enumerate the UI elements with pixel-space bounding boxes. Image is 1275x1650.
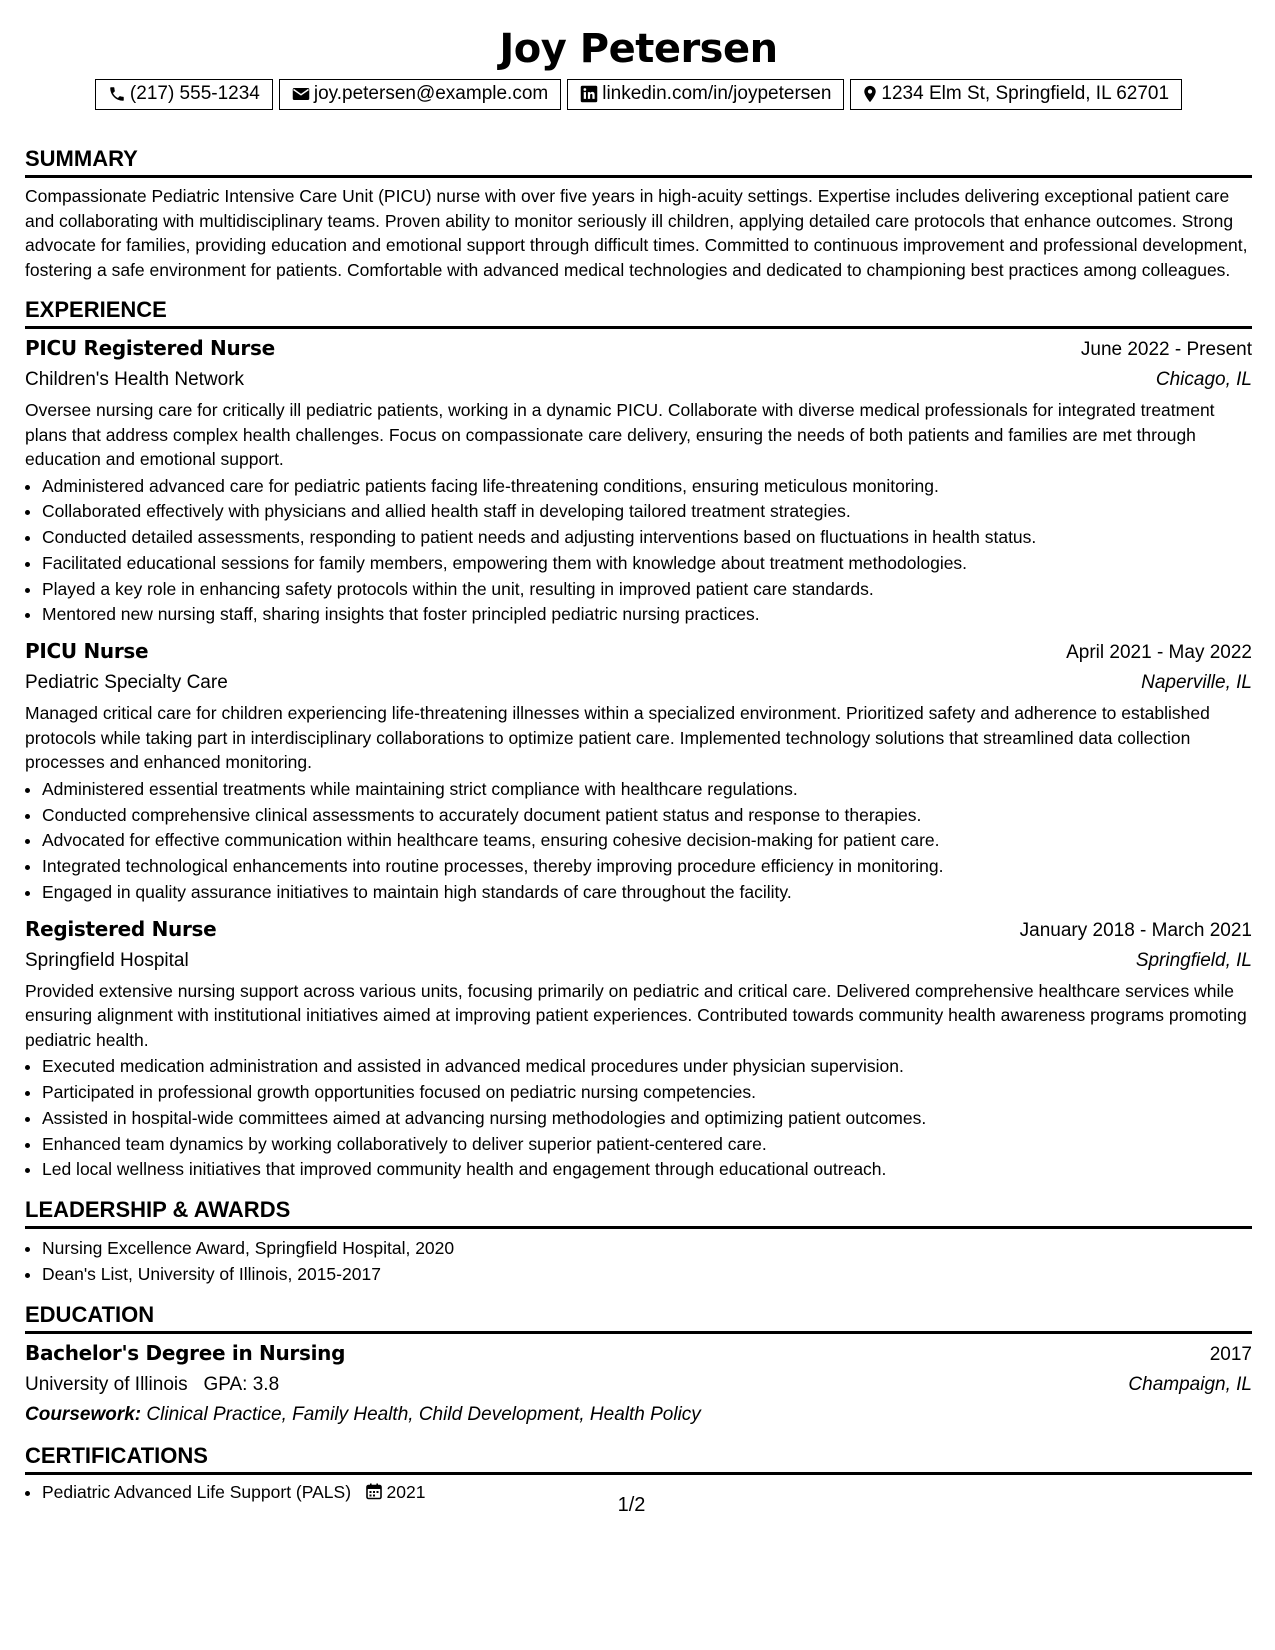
list-item: • Conducted detailed assessments, responding to patient needs and adjusting interventions based on fluctuations in health status. xyxy=(42,525,1252,551)
contact-phone[interactable] xyxy=(95,79,273,110)
degree: Bachelor's Degree in Nursing xyxy=(25,1340,346,1365)
contact-address xyxy=(850,79,1182,110)
education-section xyxy=(25,1302,1252,1429)
awards-section xyxy=(25,1197,1252,1288)
list-item: • Conducted comprehensive clinical assessments to accurately document patient status and response to therapies. xyxy=(42,803,1252,829)
contact-email[interactable] xyxy=(279,79,561,110)
contact-phone-text: (217) 555-1234 xyxy=(129,83,260,104)
job-location: Springfield, IL xyxy=(1135,949,1252,971)
gpa: GPA: 3.8 xyxy=(203,1373,280,1395)
job-description: Oversee nursing care for critically ill pediatric patients, working in a dynamic PICU. Collaborate with diverse medical professionals for integrated treatment plans that address complex health challenges. Focus on compassionate care delivery, ensuring the needs of both patients and families are met through education and emotional support. xyxy=(25,400,1215,469)
list-item: • Played a key role in enhancing safety protocols within the unit, resulting in improved patient care standards. xyxy=(42,577,1252,603)
job-location: Chicago, IL xyxy=(1155,369,1252,390)
job-organization: Children's Health Network xyxy=(25,369,245,390)
list-item: • Dean's List, University of Illinois, 2015-2017 xyxy=(42,1262,1252,1288)
school-name: University of Illinois xyxy=(25,1373,188,1395)
contact-email-text: joy.petersen@example.com xyxy=(313,83,549,104)
graduation-year: 2017 xyxy=(1209,1343,1252,1365)
list-item: • Participated in professional growth opportunities focused on pediatric nursing competencies. xyxy=(42,1080,1252,1106)
job-entry xyxy=(25,333,1252,628)
job-dates: January 2018 - March 2021 xyxy=(1019,919,1252,941)
job-role: Registered Nurse xyxy=(25,916,217,941)
summary-title: SUMMARY xyxy=(25,146,1252,178)
job-location: Naperville, IL xyxy=(1141,672,1252,694)
contact-address-text: 1234 Elm St, Springfield, IL 62701 xyxy=(881,83,1170,104)
list-item: • Led local wellness initiatives that improved community health and engagement through educational outreach. xyxy=(42,1157,1252,1183)
job-organization: Pediatric Specialty Care xyxy=(25,672,228,694)
phone-icon xyxy=(108,85,126,103)
envelope-icon xyxy=(292,86,310,102)
certification-name: Pediatric Advanced Life Support (PALS) xyxy=(42,1481,352,1502)
coursework xyxy=(25,1400,1252,1429)
contact-linkedin[interactable] xyxy=(567,79,844,110)
job-bullets xyxy=(25,474,1252,629)
education-title: EDUCATION xyxy=(25,1302,1252,1334)
awards-title: LEADERSHIP & AWARDS xyxy=(25,1197,1252,1229)
coursework-label: Coursework: xyxy=(25,1403,142,1425)
experience-title: EXPERIENCE xyxy=(25,297,1252,329)
job-description: Managed critical care for children experiencing life-threatening illnesses within a specialized environment. Prioritized safety and adherence to established protocols while taking part in interdisciplinary collaborations to optimize patient care. Implemented technology solutions that streamlined data collection processes and enhanced monitoring. xyxy=(25,703,1210,773)
job-role: PICU Registered Nurse xyxy=(25,336,275,360)
contact-linkedin-text: linkedin.com/in/joypetersen xyxy=(602,83,832,104)
contact-bar xyxy=(25,79,1252,110)
list-item: • Assisted in hospital-wide committees aimed at advancing nursing methodologies and optimizing patient outcomes. xyxy=(42,1106,1252,1132)
certification-year: 2021 xyxy=(386,1481,426,1502)
list-item: • Facilitated educational sessions for family members, empowering them with knowledge about treatment methodologies. xyxy=(42,551,1252,577)
list-item: • Collaborated effectively with physicians and allied health staff in developing tailored treatment strategies. xyxy=(42,499,1252,525)
page-number: 1/2 xyxy=(617,1494,646,1516)
list-item: • Advocated for effective communication within healthcare teams, ensuring cohesive decision-making for patient care. xyxy=(42,828,1252,854)
map-pin-icon xyxy=(863,85,877,103)
list-item: • Administered advanced care for pediatric patients facing life-threatening conditions, ensuring meticulous monitoring. xyxy=(42,474,1252,500)
school-location: Champaign, IL xyxy=(1128,1373,1252,1395)
list-item: • Integrated technological enhancements into routine processes, thereby improving procedure efficiency in monitoring. xyxy=(42,854,1252,880)
experience-section xyxy=(25,297,1252,1183)
summary-text: Compassionate Pediatric Intensive Care Unit (PICU) nurse with over five years in high-acuity settings. Expertise includes delivering exceptional patient care and collaborating with multidisciplinary teams. Proven ability to monitor seriously ill children, applying detailed care protocols that enhance outcomes. Strong advocate for families, providing education and emotional support through difficult times. Committed to continuous improvement and professional development, fostering a safe environment for patients. Comfortable with advanced medical technologies and dedicated to championing best practices among colleagues. xyxy=(25,186,1248,280)
list-item: • Engaged in quality assurance initiatives to maintain high standards of care throughout the facility. xyxy=(42,880,1252,906)
job-bullets xyxy=(25,777,1252,906)
linkedin-icon xyxy=(580,85,598,103)
job-role: PICU Nurse xyxy=(25,639,149,664)
resume-page xyxy=(25,0,1252,1516)
list-item: • Enhanced team dynamics by working collaboratively to deliver superior patient-centered care. xyxy=(42,1132,1252,1158)
certifications-title: CERTIFICATIONS xyxy=(25,1443,1252,1475)
summary-section xyxy=(25,146,1252,282)
job-dates: June 2022 - Present xyxy=(1080,339,1252,360)
job-organization: Springfield Hospital xyxy=(25,949,189,971)
list-item: • Mentored new nursing staff, sharing insights that foster principled pediatric nursing practices. xyxy=(42,602,1252,628)
job-entry xyxy=(25,636,1252,905)
list-item: • Administered essential treatments while maintaining strict compliance with healthcare regulations. xyxy=(42,777,1252,803)
coursework-list: Clinical Practice, Family Health, Child Development, Health Policy xyxy=(146,1403,701,1425)
job-bullets xyxy=(25,1054,1252,1183)
candidate-name: Joy Petersen xyxy=(499,26,778,72)
job-dates: April 2021 - May 2022 xyxy=(1066,642,1252,664)
awards-list xyxy=(25,1236,1252,1288)
job-description: Provided extensive nursing support across various units, focusing primarily on pediatric and critical care. Delivered comprehensive healthcare services while ensuring alignment with institutional initiatives aimed at improving patient experiences. Contributed towards community health awareness programs promoting pediatric health. xyxy=(25,980,1247,1050)
list-item: • Executed medication administration and assisted in advanced medical procedures under physician supervision. xyxy=(42,1054,1252,1080)
job-entry xyxy=(25,914,1252,1183)
list-item: • Nursing Excellence Award, Springfield Hospital, 2020 xyxy=(42,1236,1252,1262)
